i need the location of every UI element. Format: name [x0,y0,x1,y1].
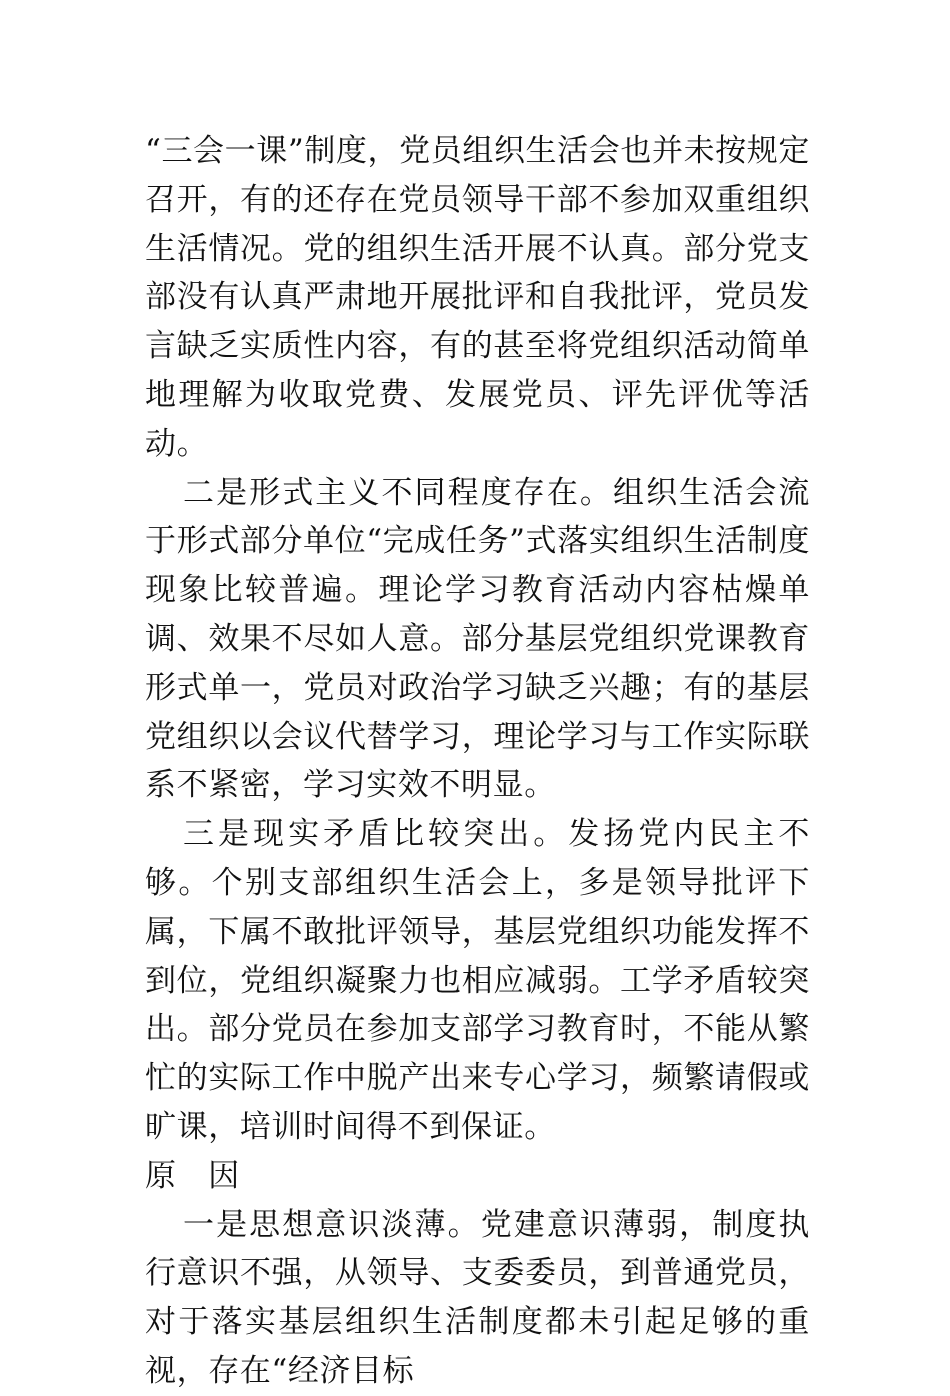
document-body [145,127,810,1396]
paragraph-continuation: “三会一课”制度，党员组织生活会也并未按规定召开，有的还存在党员领导干部不参加双重组织生活情况。党的组织生活开展不认真。部分党支部没有认真严肃地开展批评和自我批评，党员发言缺乏实质性内容，有的甚至将党组织活动简单地理解为收取党费、发展党员、评先评优等活动。 [145,133,810,462]
paragraph-contradictions: 三是现实矛盾比较突出。发扬党内民主不够。个别支部组织生活会上，多是领导批评下属，下属不敢批评领导，基层党组织功能发挥不到位，党组织凝聚力也相应减弱。工学矛盾较突出。部分党员在参加支部学习教育时，不能从繁忙的实际工作中脱产出来专心学习，频繁请假或旷课，培训时间得不到保证。 [145,816,810,1145]
section-heading-reasons: 原 因 [145,1157,240,1194]
paragraph-ideology: 一是思想意识淡薄。党建意识薄弱，制度执行意识不强，从领导、支委委员，到普通党员，对于落实基层组织生活制度都未引起足够的重视，存在“经济目标 [145,1206,810,1389]
paragraph-formalism: 二是形式主义不同程度存在。组织生活会流于形式部分单位“完成任务”式落实组织生活制度现象比较普遍。理论学习教育活动内容枯燥单调、效果不尽如人意。部分基层党组织党课教育形式单一，党员对政治学习缺乏兴趣；有的基层党组织以会议代替学习，理论学习与工作实际联系不紧密，学习实效不明显。 [145,474,810,804]
